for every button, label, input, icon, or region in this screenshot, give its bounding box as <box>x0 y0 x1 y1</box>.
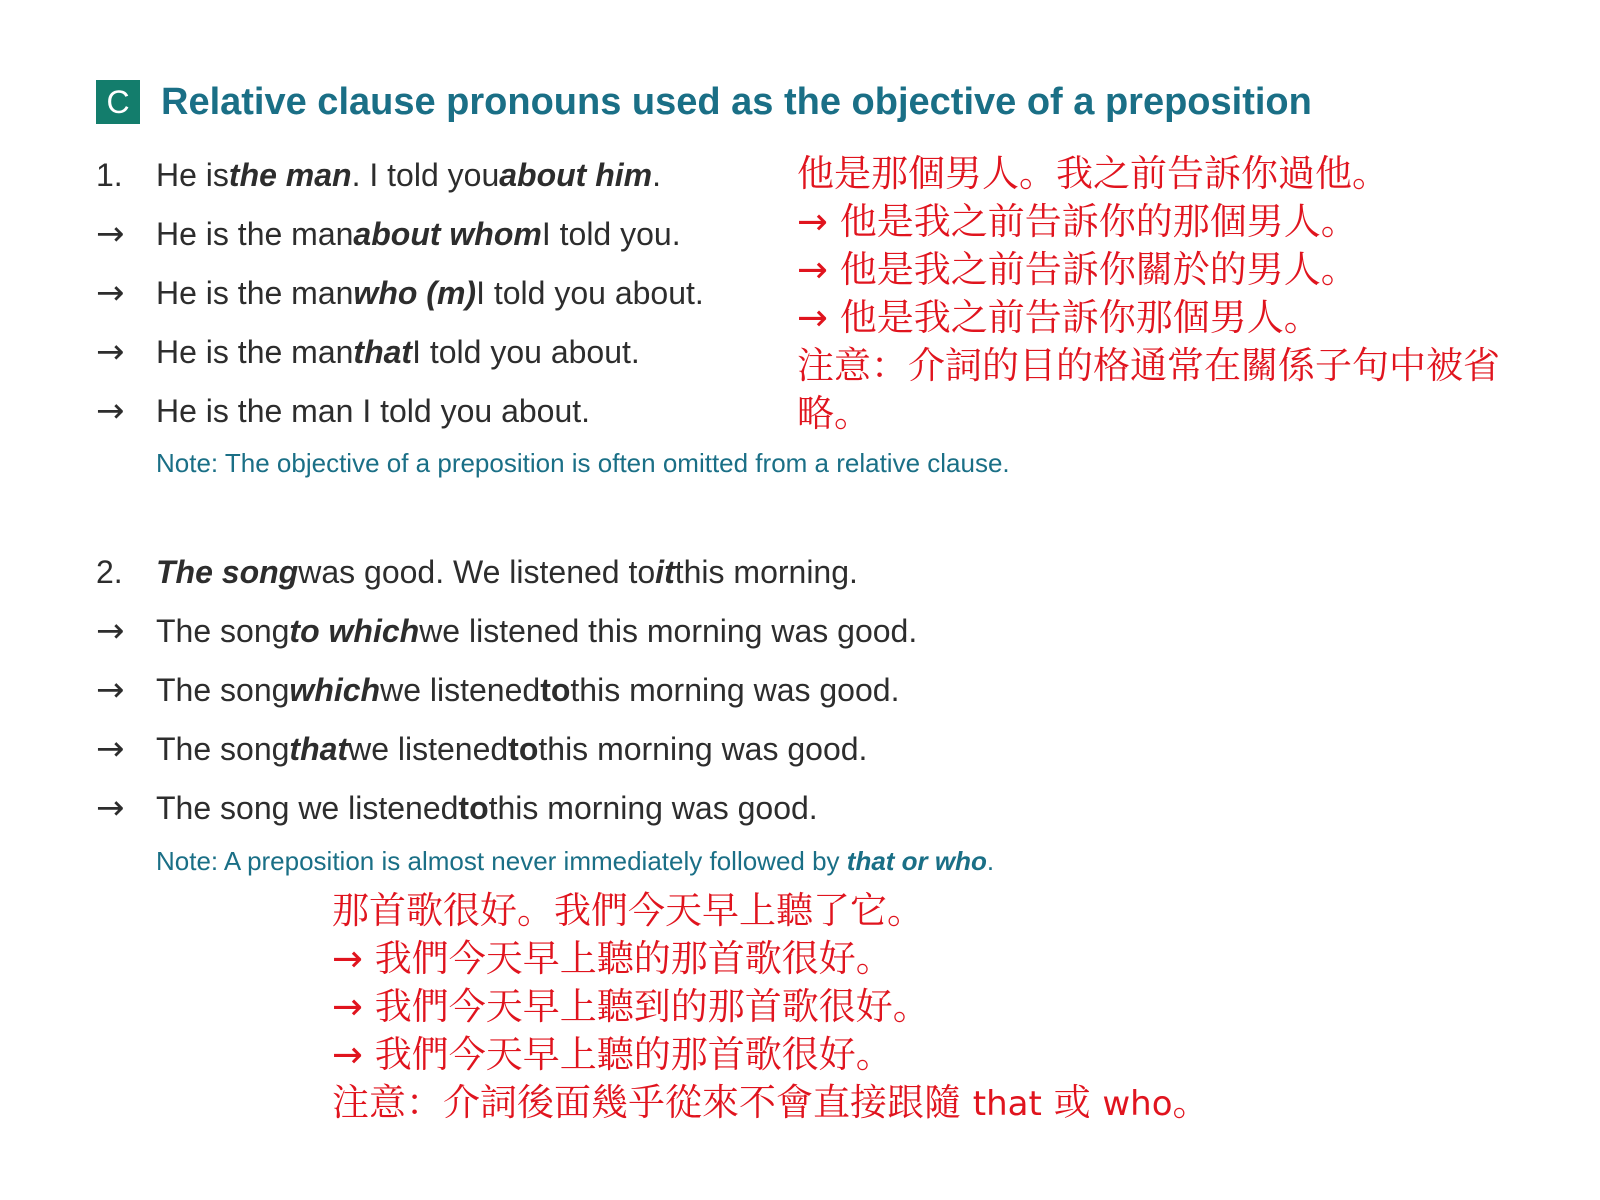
example-1-variant <box>96 271 704 315</box>
translation-line <box>797 198 1500 246</box>
emphasis: who (m) <box>353 274 477 311</box>
emphasis: about whom <box>353 215 542 252</box>
example-2-variant <box>96 668 899 712</box>
text: 他是我之前告訴你關於的男人。 <box>839 248 1358 291</box>
text: Note: A preposition is almost never immediately followed by <box>156 846 847 876</box>
arrow-icon: → <box>96 670 125 710</box>
example-number: 2. <box>96 553 123 590</box>
arrow-icon: → <box>96 332 125 372</box>
section-header <box>96 78 1312 126</box>
text: . <box>652 156 661 193</box>
translation-line <box>797 246 1500 294</box>
arrow-icon: → <box>96 729 125 769</box>
emphasis: about him <box>499 156 653 193</box>
translation-2 <box>332 887 1210 1128</box>
text: that <box>972 1084 1042 1124</box>
emphasis: the man <box>228 156 352 193</box>
example-1-variant <box>96 330 640 374</box>
text: The song we listened <box>156 789 459 826</box>
example-number: 1. <box>96 156 123 193</box>
arrow-icon: → <box>797 296 829 339</box>
emphasis: to <box>458 789 489 826</box>
text: we listened <box>348 730 509 767</box>
text: He is <box>156 156 229 193</box>
example-2-sentence <box>96 550 858 594</box>
text: 我們今天早上聽的那首歌很好。 <box>374 1033 893 1076</box>
text: 注意：介詞後面幾乎從來不會直接跟隨 <box>332 1081 973 1124</box>
emphasis: it <box>655 553 675 590</box>
translation-note: 注意：介詞的目的格通常在關係子句中被省 <box>797 344 1500 387</box>
translation-line <box>797 294 1500 342</box>
example-1-variant <box>96 212 681 256</box>
text: who <box>1102 1084 1173 1124</box>
text: I told you about. <box>476 274 704 311</box>
text: 或 <box>1041 1081 1103 1124</box>
text: The song <box>156 671 290 708</box>
text: was good. We listened to <box>298 553 656 590</box>
arrow-icon: → <box>332 937 364 980</box>
text: this morning was good. <box>570 671 900 708</box>
example-1-sentence <box>96 153 661 197</box>
text: He is the man <box>156 274 354 311</box>
translation-note: 略。 <box>797 392 871 435</box>
arrow-icon: → <box>797 248 829 291</box>
emphasis: that <box>289 730 349 767</box>
emphasis: to which <box>289 612 420 649</box>
example-2-note <box>156 846 994 877</box>
example-2-variant <box>96 786 818 830</box>
text: . I told you <box>351 156 500 193</box>
text: He is the man I told you about. <box>156 392 591 429</box>
text: 他是我之前告訴你的那個男人。 <box>839 200 1358 243</box>
arrow-icon: → <box>96 214 125 254</box>
emphasis: which <box>289 671 381 708</box>
text: 我們今天早上聽到的那首歌很好。 <box>374 985 930 1028</box>
text: He is the man <box>156 215 354 252</box>
arrow-icon: → <box>96 788 125 828</box>
emphasis: that or who <box>846 846 987 876</box>
emphasis: to <box>508 730 539 767</box>
text: I told you about. <box>412 333 640 370</box>
arrow-icon: → <box>332 1033 364 1076</box>
text: The song <box>156 612 290 649</box>
text: The song <box>156 730 290 767</box>
arrow-icon: → <box>96 273 125 313</box>
text: we listened <box>380 671 541 708</box>
emphasis: The song <box>156 553 299 590</box>
text: we listened this morning was good. <box>419 612 918 649</box>
section-badge: C <box>96 80 140 124</box>
translation-note <box>332 1079 1210 1128</box>
text: this morning was good. <box>488 789 818 826</box>
emphasis: that <box>353 333 413 370</box>
text: 我們今天早上聽的那首歌很好。 <box>374 937 893 980</box>
arrow-icon: → <box>797 200 829 243</box>
example-2-variant <box>96 727 867 771</box>
translation-line <box>332 983 1210 1031</box>
example-2-variant <box>96 609 917 653</box>
example-1-note: Note: The objective of a preposition is often omitted from a relative clause. <box>156 448 1010 478</box>
text: I told you. <box>541 215 681 252</box>
arrow-icon: → <box>96 391 125 431</box>
emphasis: to <box>540 671 571 708</box>
translation-1 <box>797 150 1500 438</box>
translation-line: 他是那個男人。我之前告訴你過他。 <box>797 152 1389 195</box>
example-1-variant <box>96 389 590 433</box>
section-title: Relative clause pronouns used as the objective of a preposition <box>161 80 1312 123</box>
translation-line: 那首歌很好。我們今天早上聽了它。 <box>332 889 924 932</box>
text: 。 <box>1172 1081 1210 1124</box>
text: 他是我之前告訴你那個男人。 <box>839 296 1321 339</box>
arrow-icon: → <box>332 985 364 1028</box>
translation-line <box>332 935 1210 983</box>
text: this morning was good. <box>538 730 868 767</box>
text: . <box>986 846 995 876</box>
arrow-icon: → <box>96 611 125 651</box>
translation-line <box>332 1031 1210 1079</box>
text: this morning. <box>674 553 858 590</box>
text: He is the man <box>156 333 354 370</box>
